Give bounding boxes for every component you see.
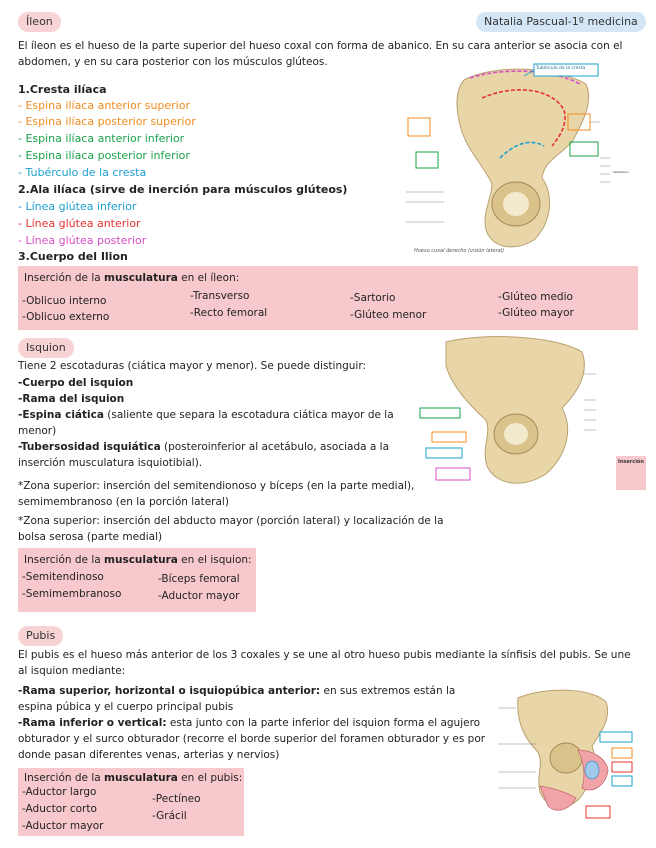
- pubis-insertion-box: [18, 768, 244, 836]
- isquion-item: -Tubersosidad isquiática (posteroinferior al acetábulo, asociada a la inserción musculatura isquiotibial).: [18, 441, 390, 469]
- pubis-insertion-title: Inserción de la musculatura en el pubis:: [24, 772, 243, 784]
- ilion-sub1-item: - Espina ilíaca anterior inferior: [18, 132, 185, 145]
- pubis-item: -Rama superior, horizontal o isquiopúbica anterior: en sus extremos están la espina púbica y el cuerpo principal pubis: [18, 685, 456, 713]
- isquion-notes: [18, 478, 458, 545]
- insertion-muscle: -Aductor mayor: [22, 820, 104, 832]
- insertion-muscle: -Oblicuo externo: [22, 311, 110, 323]
- ilion-insertion-title: Inserción de la musculatura en el íleon:: [24, 272, 240, 284]
- section-label-ilion: Íleon: [18, 12, 61, 32]
- isquion-insertion-box: [18, 548, 256, 612]
- isquion-insertion-title: Inserción de la musculatura en el isquion:: [24, 554, 252, 566]
- ilion-bone-figure: [404, 62, 638, 262]
- figure-callout: Tubérculo de la cresta: [536, 66, 586, 71]
- insertion-muscle: -Semitendinoso: [22, 571, 104, 583]
- insertion-muscle: -Aductor corto: [22, 803, 97, 815]
- isquion-items: [18, 375, 398, 471]
- insertion-muscle: -Pectíneo: [152, 793, 201, 805]
- figure-caption: Hueso coxal derecho (visión lateral): [414, 248, 505, 254]
- insertion-muscle: -Semimembranoso: [22, 588, 122, 600]
- author-badge: Natalia Pascual-1º medicina: [476, 12, 646, 32]
- pubis-intro: El pubis es el hueso más anterior de los 3 coxales y se une al otro hueso pubis mediante la sínfisis del pubis. Se une al isquion mediante:: [18, 649, 631, 677]
- insertion-muscle: -Glúteo menor: [350, 309, 427, 321]
- insertion-muscle: -Aductor largo: [22, 786, 97, 798]
- ilion-sub2-item: - Línea glútea inferior: [18, 200, 137, 213]
- ilion-sub1-item: - Espina ilíaca posterior superior: [18, 115, 196, 128]
- isquion-figure-cut-label: Inserción: [618, 459, 644, 465]
- isquion-note: *Zona superior: inserción del abducto mayor (porción lateral) y localización de la bolsa serosa (parte medial): [18, 515, 444, 543]
- pubis-items: [18, 683, 488, 763]
- isquion-note: *Zona superior: inserción del semitendionoso y bíceps (en la parte medial), semimembranoso (en la porción lateral): [18, 480, 415, 508]
- insertion-muscle: -Transverso: [190, 290, 250, 302]
- insertion-muscle: -Bíceps femoral: [158, 573, 240, 585]
- section-label-isquion: Isquion: [18, 338, 74, 358]
- figure-side-label: Acetábulo: [614, 170, 629, 174]
- insertion-muscle: -Sartorio: [350, 292, 396, 304]
- ilion-sub1-item: - Espina ilíaca anterior superior: [18, 99, 190, 112]
- insertion-muscle: -Aductor mayor: [158, 590, 240, 602]
- insertion-muscle: -Glúteo medio: [498, 291, 573, 303]
- ilion-sub2-item: - Línea glútea anterior: [18, 217, 141, 230]
- isquion-item: -Espina ciática (saliente que separa la escotadura ciática mayor de la menor): [18, 409, 394, 437]
- ilion-item-1: 1.Cresta ilíaca: [18, 83, 107, 96]
- isquion-item: -Cuerpo del isquion: [18, 377, 134, 389]
- isquion-bone-figure: [406, 338, 644, 490]
- insertion-muscle: -Oblicuo interno: [22, 295, 107, 307]
- ilion-intro: El íleon es el hueso de la parte superior del hueso coxal con forma de abanico. En su cara anterior se asocia con el abdomen, y en su cara posterior con los músculos glúteos.: [18, 40, 623, 68]
- isquion-item: -Rama del isquion: [18, 393, 125, 405]
- pubis-item: -Rama inferior o vertical: esta junto con la parte inferior del isquion forma el agujero obturador y el surco obturador (recorre el borde superior del foramen obturador y es por donde pasan diferentes venas, arterias y nervios): [18, 717, 486, 761]
- insertion-muscle: -Glúteo mayor: [498, 307, 574, 319]
- pubis-bone-figure: [496, 688, 638, 822]
- isquion-intro: Tiene 2 escotaduras (ciática mayor y menor). Se puede distinguir:: [18, 360, 367, 372]
- ilion-insertion-box: [18, 266, 638, 330]
- ilion-item-3: 3.Cuerpo del Ilion: [18, 250, 128, 263]
- insertion-muscle: -Recto femoral: [190, 307, 268, 319]
- insertion-muscle: -Grácil: [152, 810, 187, 822]
- section-label-pubis: Pubis: [18, 626, 63, 646]
- ilion-item-2: 2.Ala ilíaca (sirve de inerción para músculos glúteos): [18, 183, 348, 196]
- ilion-sub1-item: - Tubérculo de la cresta: [18, 166, 147, 179]
- ilion-sub2-item: - Línea glútea posterior: [18, 234, 147, 247]
- ilion-sub1-item: - Espina ilíaca posterior inferior: [18, 149, 190, 162]
